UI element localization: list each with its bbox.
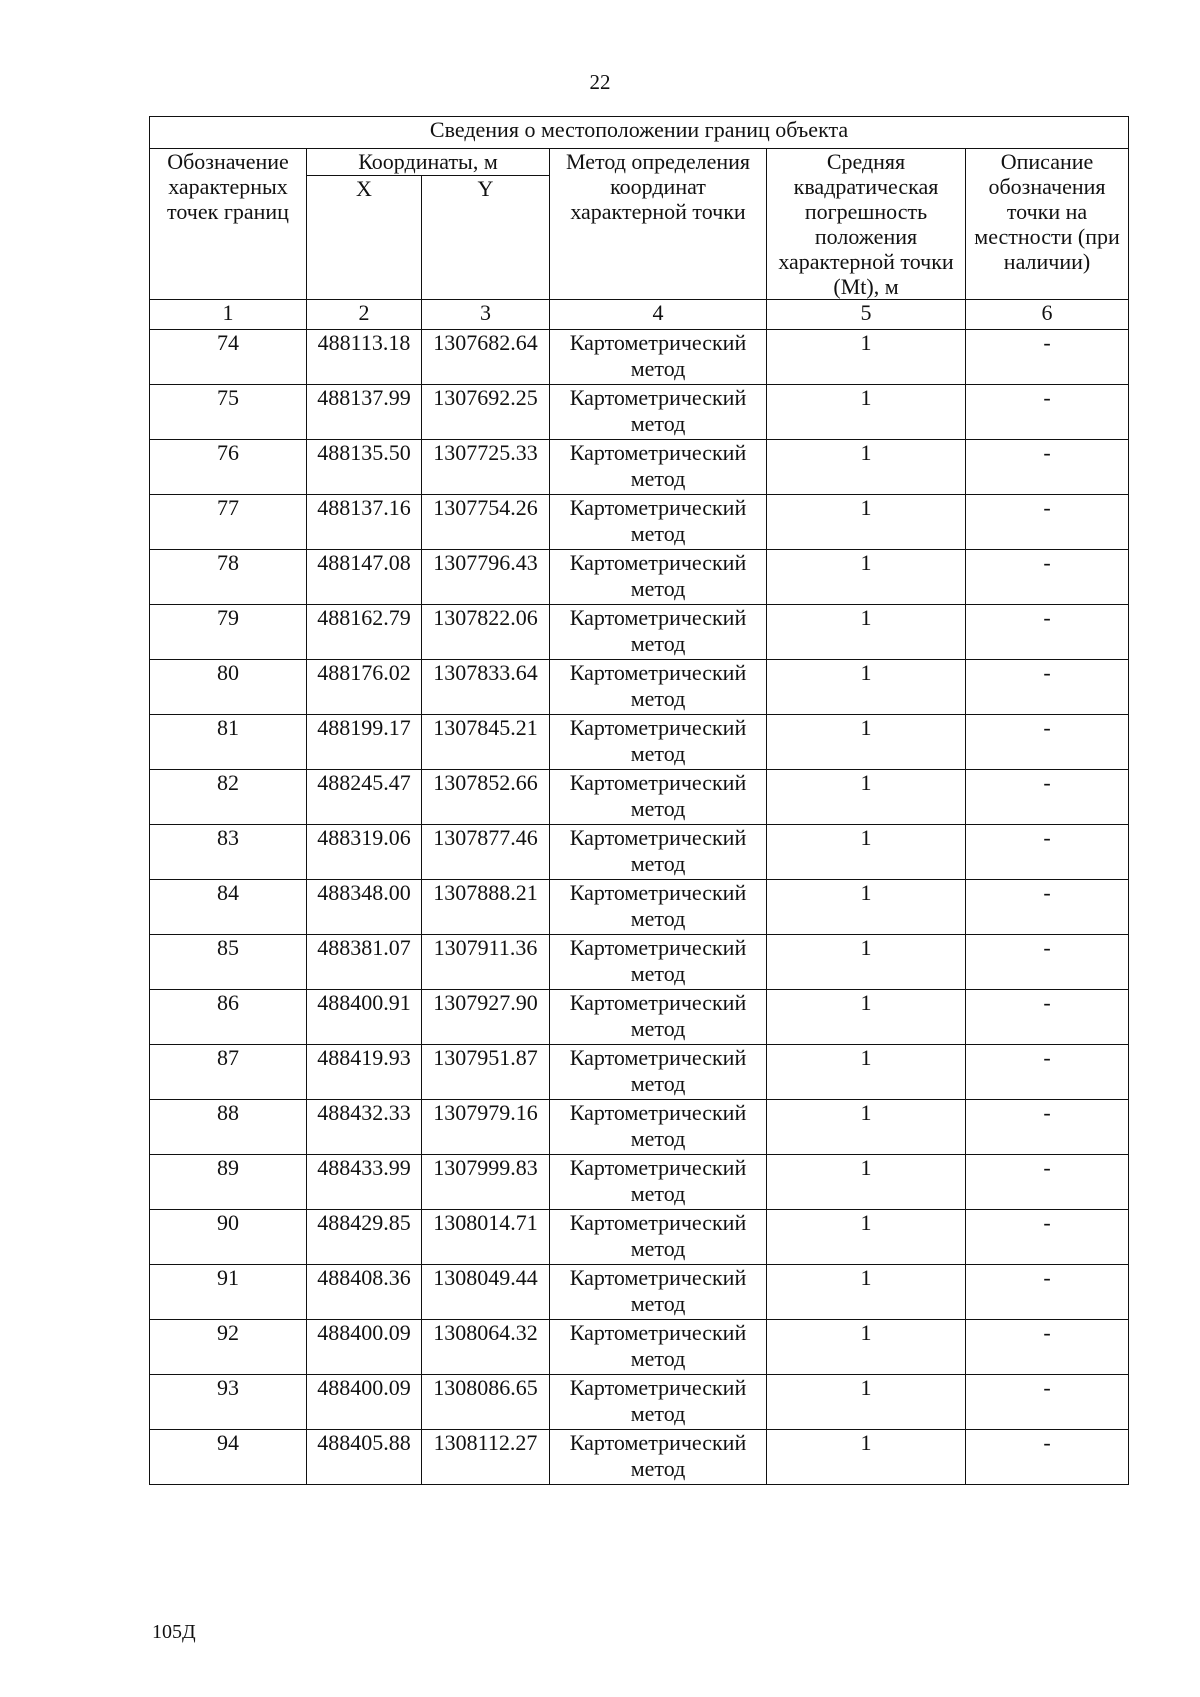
x-cell: 488147.08: [307, 550, 422, 605]
error-cell: 1: [767, 1320, 966, 1375]
y-cell: 1307911.36: [422, 935, 550, 990]
y-cell: 1308014.71: [422, 1210, 550, 1265]
method-cell: Картометрический метод: [550, 660, 767, 715]
method-cell: Картометрический метод: [550, 330, 767, 385]
y-cell: 1307852.66: [422, 770, 550, 825]
method-cell: Картометрический метод: [550, 715, 767, 770]
method-cell: Картометрический метод: [550, 935, 767, 990]
method-cell: Картометрический метод: [550, 440, 767, 495]
y-cell: 1307999.83: [422, 1155, 550, 1210]
x-cell: 488400.09: [307, 1320, 422, 1375]
table-row: [150, 385, 1129, 440]
description-cell: -: [966, 550, 1129, 605]
column-number: 5: [767, 300, 966, 330]
point-cell: 76: [150, 440, 307, 495]
header-coords: Координаты, м: [307, 149, 550, 176]
description-cell: -: [966, 880, 1129, 935]
description-cell: -: [966, 1100, 1129, 1155]
point-cell: 84: [150, 880, 307, 935]
header-method: Метод определения координат характерной точки: [550, 149, 767, 300]
x-cell: 488429.85: [307, 1210, 422, 1265]
description-cell: -: [966, 440, 1129, 495]
method-cell: Картометрический метод: [550, 1265, 767, 1320]
column-number: 4: [550, 300, 767, 330]
point-cell: 86: [150, 990, 307, 1045]
table-row: [150, 550, 1129, 605]
error-cell: 1: [767, 1100, 966, 1155]
table-row: [150, 1100, 1129, 1155]
column-number: 2: [307, 300, 422, 330]
table-row: [150, 880, 1129, 935]
y-cell: 1307682.64: [422, 330, 550, 385]
method-cell: Картометрический метод: [550, 605, 767, 660]
header-description: Описание обозначения точки на местности (при наличии): [966, 149, 1129, 300]
description-cell: -: [966, 825, 1129, 880]
table-row: [150, 660, 1129, 715]
description-cell: -: [966, 1430, 1129, 1485]
point-cell: 88: [150, 1100, 307, 1155]
point-cell: 85: [150, 935, 307, 990]
header-x: X: [307, 176, 422, 300]
x-cell: 488433.99: [307, 1155, 422, 1210]
table-row: [150, 935, 1129, 990]
error-cell: 1: [767, 880, 966, 935]
y-cell: 1308086.65: [422, 1375, 550, 1430]
error-cell: 1: [767, 1430, 966, 1485]
error-cell: 1: [767, 715, 966, 770]
table-row: [150, 990, 1129, 1045]
description-cell: -: [966, 770, 1129, 825]
table-row: [150, 1375, 1129, 1430]
point-cell: 77: [150, 495, 307, 550]
x-cell: 488162.79: [307, 605, 422, 660]
description-cell: -: [966, 605, 1129, 660]
table-row: [150, 1045, 1129, 1100]
table-row: [150, 495, 1129, 550]
table-row: [150, 440, 1129, 495]
x-cell: 488400.09: [307, 1375, 422, 1430]
description-cell: -: [966, 1375, 1129, 1430]
column-number: 1: [150, 300, 307, 330]
error-cell: 1: [767, 385, 966, 440]
error-cell: 1: [767, 1045, 966, 1100]
table-row: [150, 1430, 1129, 1485]
method-cell: Картометрический метод: [550, 495, 767, 550]
point-cell: 80: [150, 660, 307, 715]
point-cell: 79: [150, 605, 307, 660]
description-cell: -: [966, 660, 1129, 715]
error-cell: 1: [767, 550, 966, 605]
table-row: [150, 770, 1129, 825]
point-cell: 74: [150, 330, 307, 385]
method-cell: Картометрический метод: [550, 1155, 767, 1210]
x-cell: 488419.93: [307, 1045, 422, 1100]
x-cell: 488408.36: [307, 1265, 422, 1320]
description-cell: -: [966, 330, 1129, 385]
table-row: [150, 330, 1129, 385]
x-cell: 488137.16: [307, 495, 422, 550]
column-numbers-row: [150, 300, 1129, 330]
table-row: [150, 1155, 1129, 1210]
table-row: [150, 1210, 1129, 1265]
method-cell: Картометрический метод: [550, 1320, 767, 1375]
method-cell: Картометрический метод: [550, 1100, 767, 1155]
error-cell: 1: [767, 495, 966, 550]
error-cell: 1: [767, 1210, 966, 1265]
boundary-table: [149, 116, 1129, 1485]
y-cell: 1307725.33: [422, 440, 550, 495]
table-caption: Сведения о местоположении границ объекта: [150, 117, 1129, 149]
y-cell: 1307951.87: [422, 1045, 550, 1100]
description-cell: -: [966, 495, 1129, 550]
error-cell: 1: [767, 990, 966, 1045]
x-cell: 488400.91: [307, 990, 422, 1045]
header-y: Y: [422, 176, 550, 300]
error-cell: 1: [767, 1375, 966, 1430]
description-cell: -: [966, 1265, 1129, 1320]
y-cell: 1307979.16: [422, 1100, 550, 1155]
y-cell: 1307888.21: [422, 880, 550, 935]
error-cell: 1: [767, 605, 966, 660]
table-row: [150, 1320, 1129, 1375]
description-cell: -: [966, 1045, 1129, 1100]
x-cell: 488348.00: [307, 880, 422, 935]
description-cell: -: [966, 1210, 1129, 1265]
x-cell: 488405.88: [307, 1430, 422, 1485]
table-row: [150, 1265, 1129, 1320]
x-cell: 488245.47: [307, 770, 422, 825]
y-cell: 1307822.06: [422, 605, 550, 660]
description-cell: -: [966, 1320, 1129, 1375]
x-cell: 488176.02: [307, 660, 422, 715]
point-cell: 92: [150, 1320, 307, 1375]
y-cell: 1307796.43: [422, 550, 550, 605]
x-cell: 488199.17: [307, 715, 422, 770]
error-cell: 1: [767, 1265, 966, 1320]
description-cell: -: [966, 715, 1129, 770]
header-point: Обозначение характерных точек границ: [150, 149, 307, 300]
y-cell: 1308049.44: [422, 1265, 550, 1320]
point-cell: 81: [150, 715, 307, 770]
error-cell: 1: [767, 825, 966, 880]
x-cell: 488381.07: [307, 935, 422, 990]
table-row: [150, 605, 1129, 660]
x-cell: 488432.33: [307, 1100, 422, 1155]
column-number: 6: [966, 300, 1129, 330]
error-cell: 1: [767, 1155, 966, 1210]
x-cell: 488135.50: [307, 440, 422, 495]
y-cell: 1307754.26: [422, 495, 550, 550]
footer-code: 105Д: [152, 1621, 196, 1643]
table-body: [150, 330, 1129, 1485]
table-row: [150, 715, 1129, 770]
point-cell: 93: [150, 1375, 307, 1430]
x-cell: 488113.18: [307, 330, 422, 385]
point-cell: 83: [150, 825, 307, 880]
y-cell: 1308064.32: [422, 1320, 550, 1375]
point-cell: 91: [150, 1265, 307, 1320]
error-cell: 1: [767, 660, 966, 715]
y-cell: 1307927.90: [422, 990, 550, 1045]
point-cell: 75: [150, 385, 307, 440]
error-cell: 1: [767, 440, 966, 495]
page-number: 22: [589, 70, 611, 94]
method-cell: Картометрический метод: [550, 1210, 767, 1265]
method-cell: Картометрический метод: [550, 1430, 767, 1485]
method-cell: Картометрический метод: [550, 385, 767, 440]
method-cell: Картометрический метод: [550, 770, 767, 825]
method-cell: Картометрический метод: [550, 990, 767, 1045]
y-cell: 1307877.46: [422, 825, 550, 880]
table-row: [150, 825, 1129, 880]
point-cell: 82: [150, 770, 307, 825]
header-error: Средняя квадратическая погрешность положения характерной точки (Mt), м: [767, 149, 966, 300]
method-cell: Картометрический метод: [550, 550, 767, 605]
y-cell: 1307692.25: [422, 385, 550, 440]
point-cell: 90: [150, 1210, 307, 1265]
y-cell: 1307833.64: [422, 660, 550, 715]
error-cell: 1: [767, 935, 966, 990]
method-cell: Картометрический метод: [550, 1375, 767, 1430]
y-cell: 1307845.21: [422, 715, 550, 770]
description-cell: -: [966, 385, 1129, 440]
error-cell: 1: [767, 770, 966, 825]
method-cell: Картометрический метод: [550, 880, 767, 935]
point-cell: 89: [150, 1155, 307, 1210]
error-cell: 1: [767, 330, 966, 385]
column-number: 3: [422, 300, 550, 330]
point-cell: 87: [150, 1045, 307, 1100]
description-cell: -: [966, 935, 1129, 990]
point-cell: 94: [150, 1430, 307, 1485]
description-cell: -: [966, 990, 1129, 1045]
method-cell: Картометрический метод: [550, 825, 767, 880]
method-cell: Картометрический метод: [550, 1045, 767, 1100]
y-cell: 1308112.27: [422, 1430, 550, 1485]
x-cell: 488319.06: [307, 825, 422, 880]
point-cell: 78: [150, 550, 307, 605]
x-cell: 488137.99: [307, 385, 422, 440]
description-cell: -: [966, 1155, 1129, 1210]
